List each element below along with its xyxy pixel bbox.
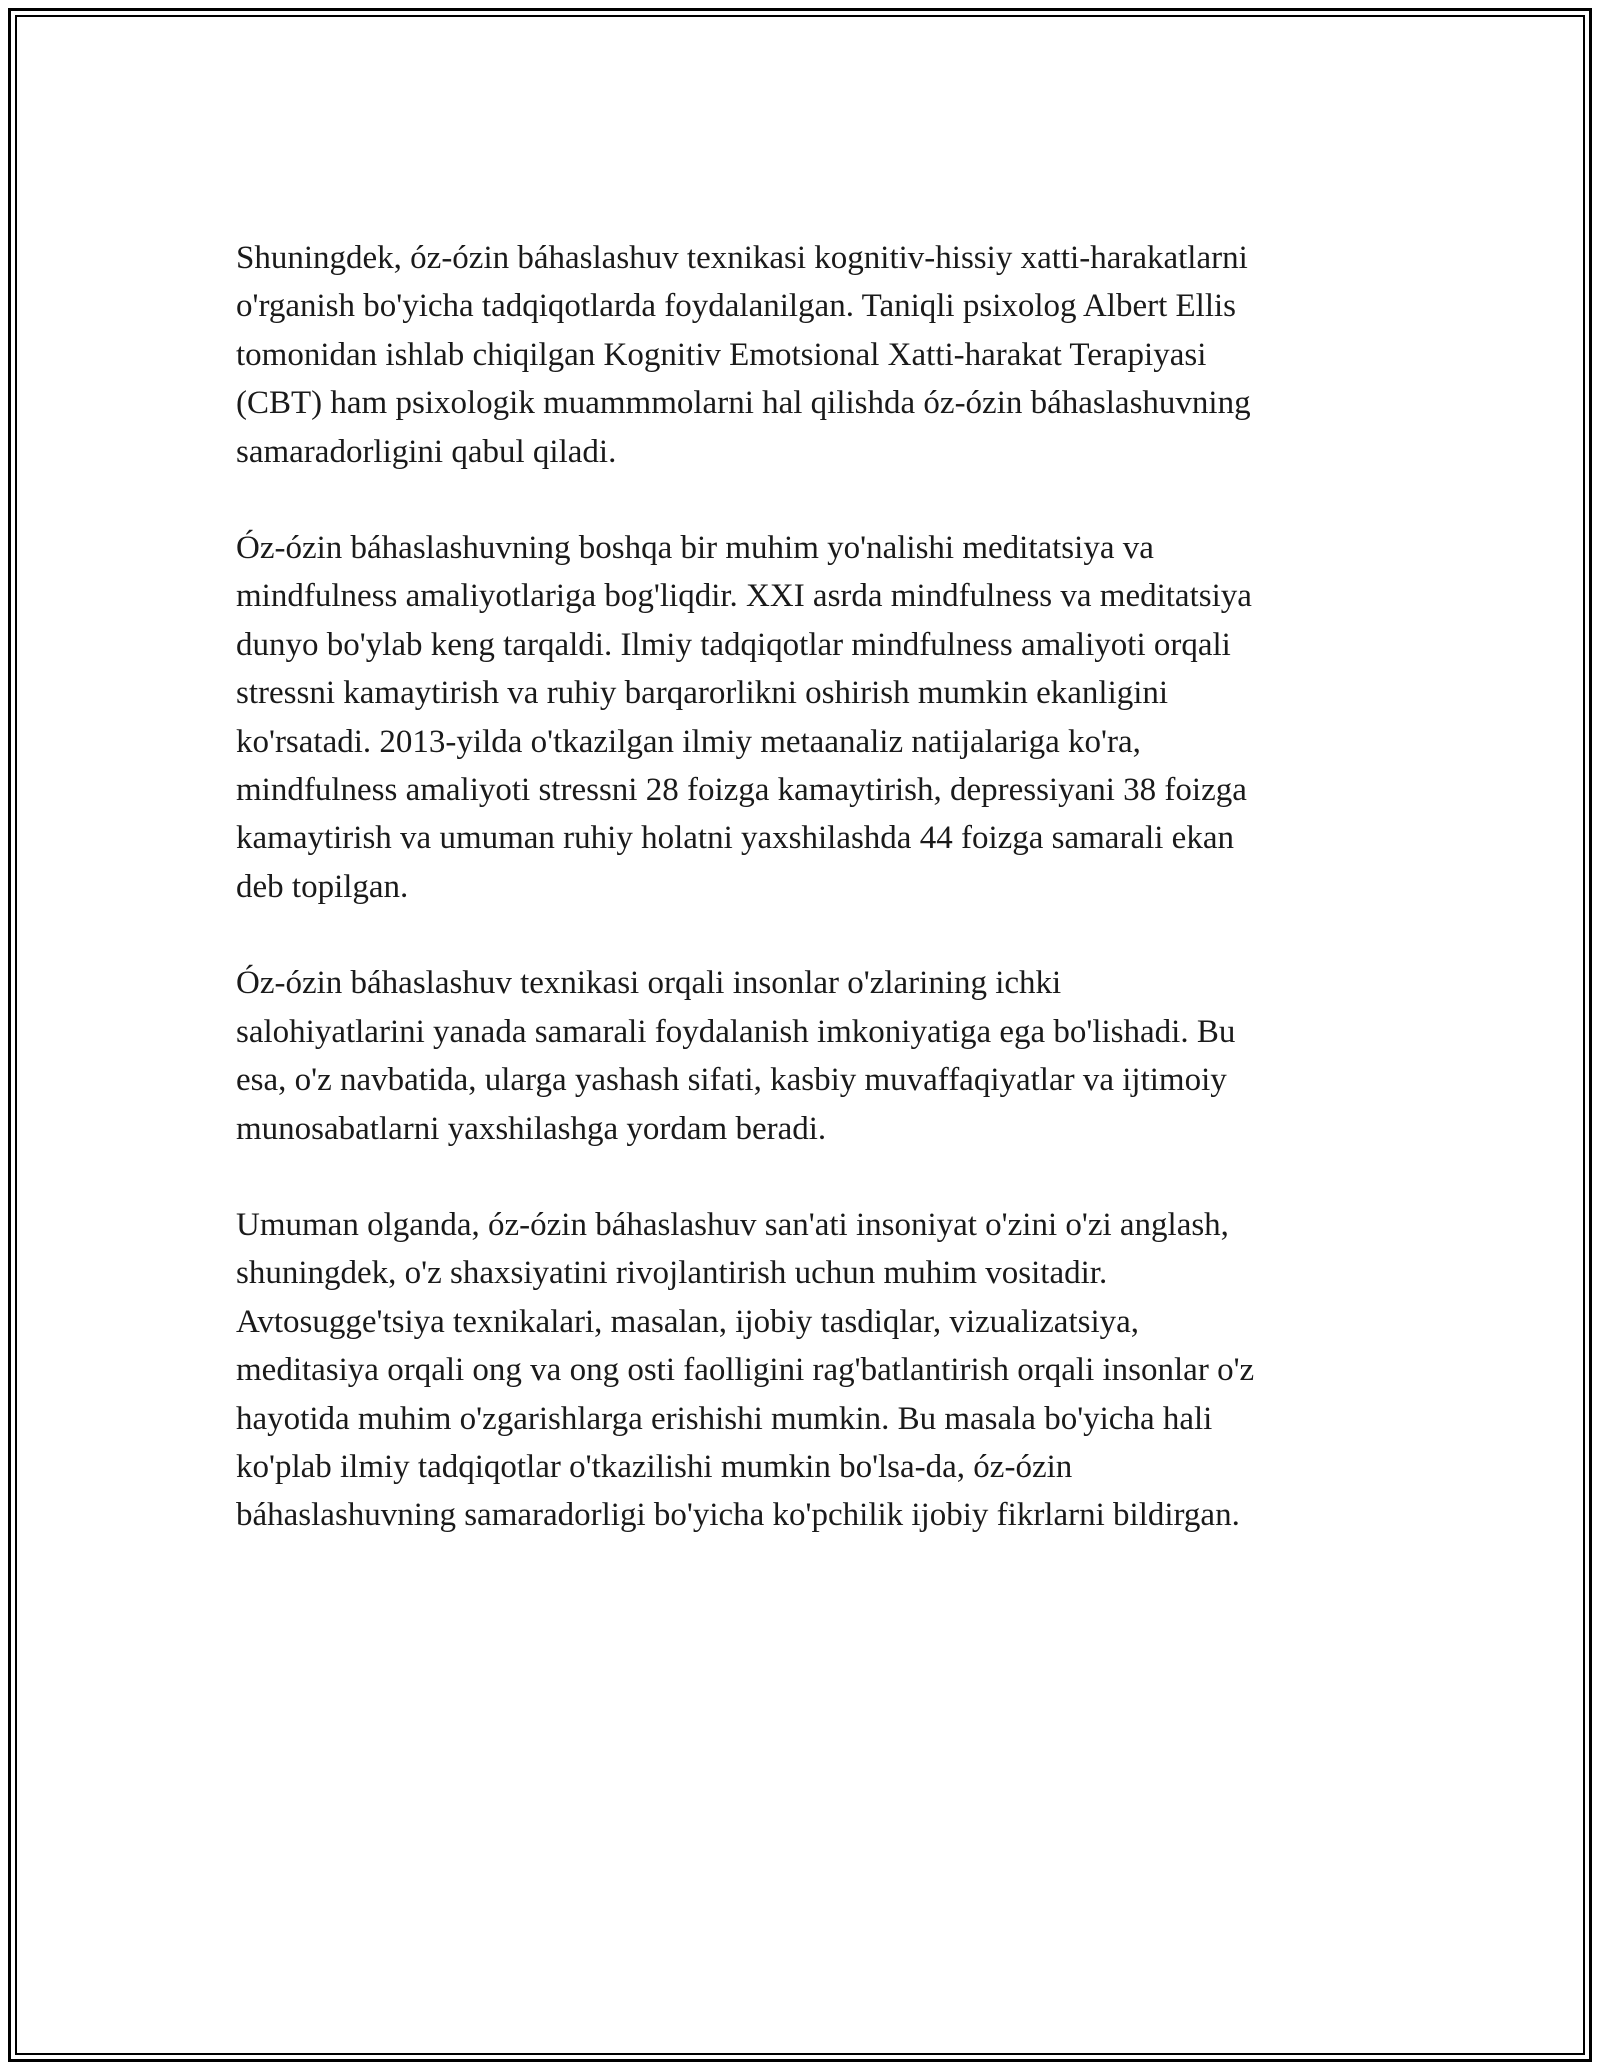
paragraph-2: Óz-ózin báhaslashuvning boshqa bir muhim yo'nalishi meditatsiya va mindfulness amaliyotlariga bog'liqdir. XXI asrda mindfulness va meditatsiya dunyo bo'ylab keng tarqaldi. Ilmiy tadqiqotlar mindfulness amaliyoti orqali stressni kamaytirish va ruhiy barqarorlikni oshirish mumkin ekanligini ko'rsatadi. 2013-yilda o'tkazilgan ilmiy metaanaliz natijalariga ko'ra, mindfulness amaliyoti stressni 28 foizga kamaytirish, depressiyani 38 foizga kamaytirish va umuman ruhiy holatni yaxshilashda 44 foizga samarali ekan deb topilgan. bbox=[236, 530, 1252, 905]
document-body bbox=[236, 234, 1376, 1588]
paragraph-1: Shuningdek, óz-ózin báhaslashuv texnikasi kognitiv-hissiy xatti-harakatlarni o'rganish bo'yicha tadqiqotlarda foydalanilgan. Taniqli psixolog Albert Ellis tomonidan ishlab chiqilgan Kognitiv Emotsional Xatti-harakat Terapiyasi (CBT) ham psixologik muammmolarni hal qilishda óz-ózin báhaslashuvning samaradorligini qabul qiladi. bbox=[236, 240, 1251, 470]
paragraph-3: Óz-ózin báhaslashuv texnikasi orqali insonlar o'zlarining ichki salohiyatlarini yanada samarali foydalanish imkoniyatiga ega bo'lishadi. Bu esa, o'z navbatida, ularga yashash sifati, kasbiy muvaffaqiyatlar va ijtimoiy munosabatlarni yaxshilashga yordam beradi. bbox=[236, 965, 1236, 1147]
paragraph-4: Umuman olganda, óz-ózin báhaslashuv san'ati insoniyat o'zini o'zi anglash, shuningdek, o'z shaxsiyatini rivojlantirish uchun muhim vositadir. Avtosugge'tsiya texnikalari, masalan, ijobiy tasdiqlar, vizualizatsiya, meditasiya orqali ong va ong osti faolligini rag'batlantirish orqali insonlar o'z hayotida muhim o'zgarishlarga erishishi mumkin. Bu masala bo'yicha hali ko'plab ilmiy tadqiqotlar o'tkazilishi mumkin bo'lsa-da, óz-ózin báhaslashuvning samaradorligi bo'yicha ko'pchilik ijobiy fikrlarni bildirgan. bbox=[236, 1206, 1255, 1534]
